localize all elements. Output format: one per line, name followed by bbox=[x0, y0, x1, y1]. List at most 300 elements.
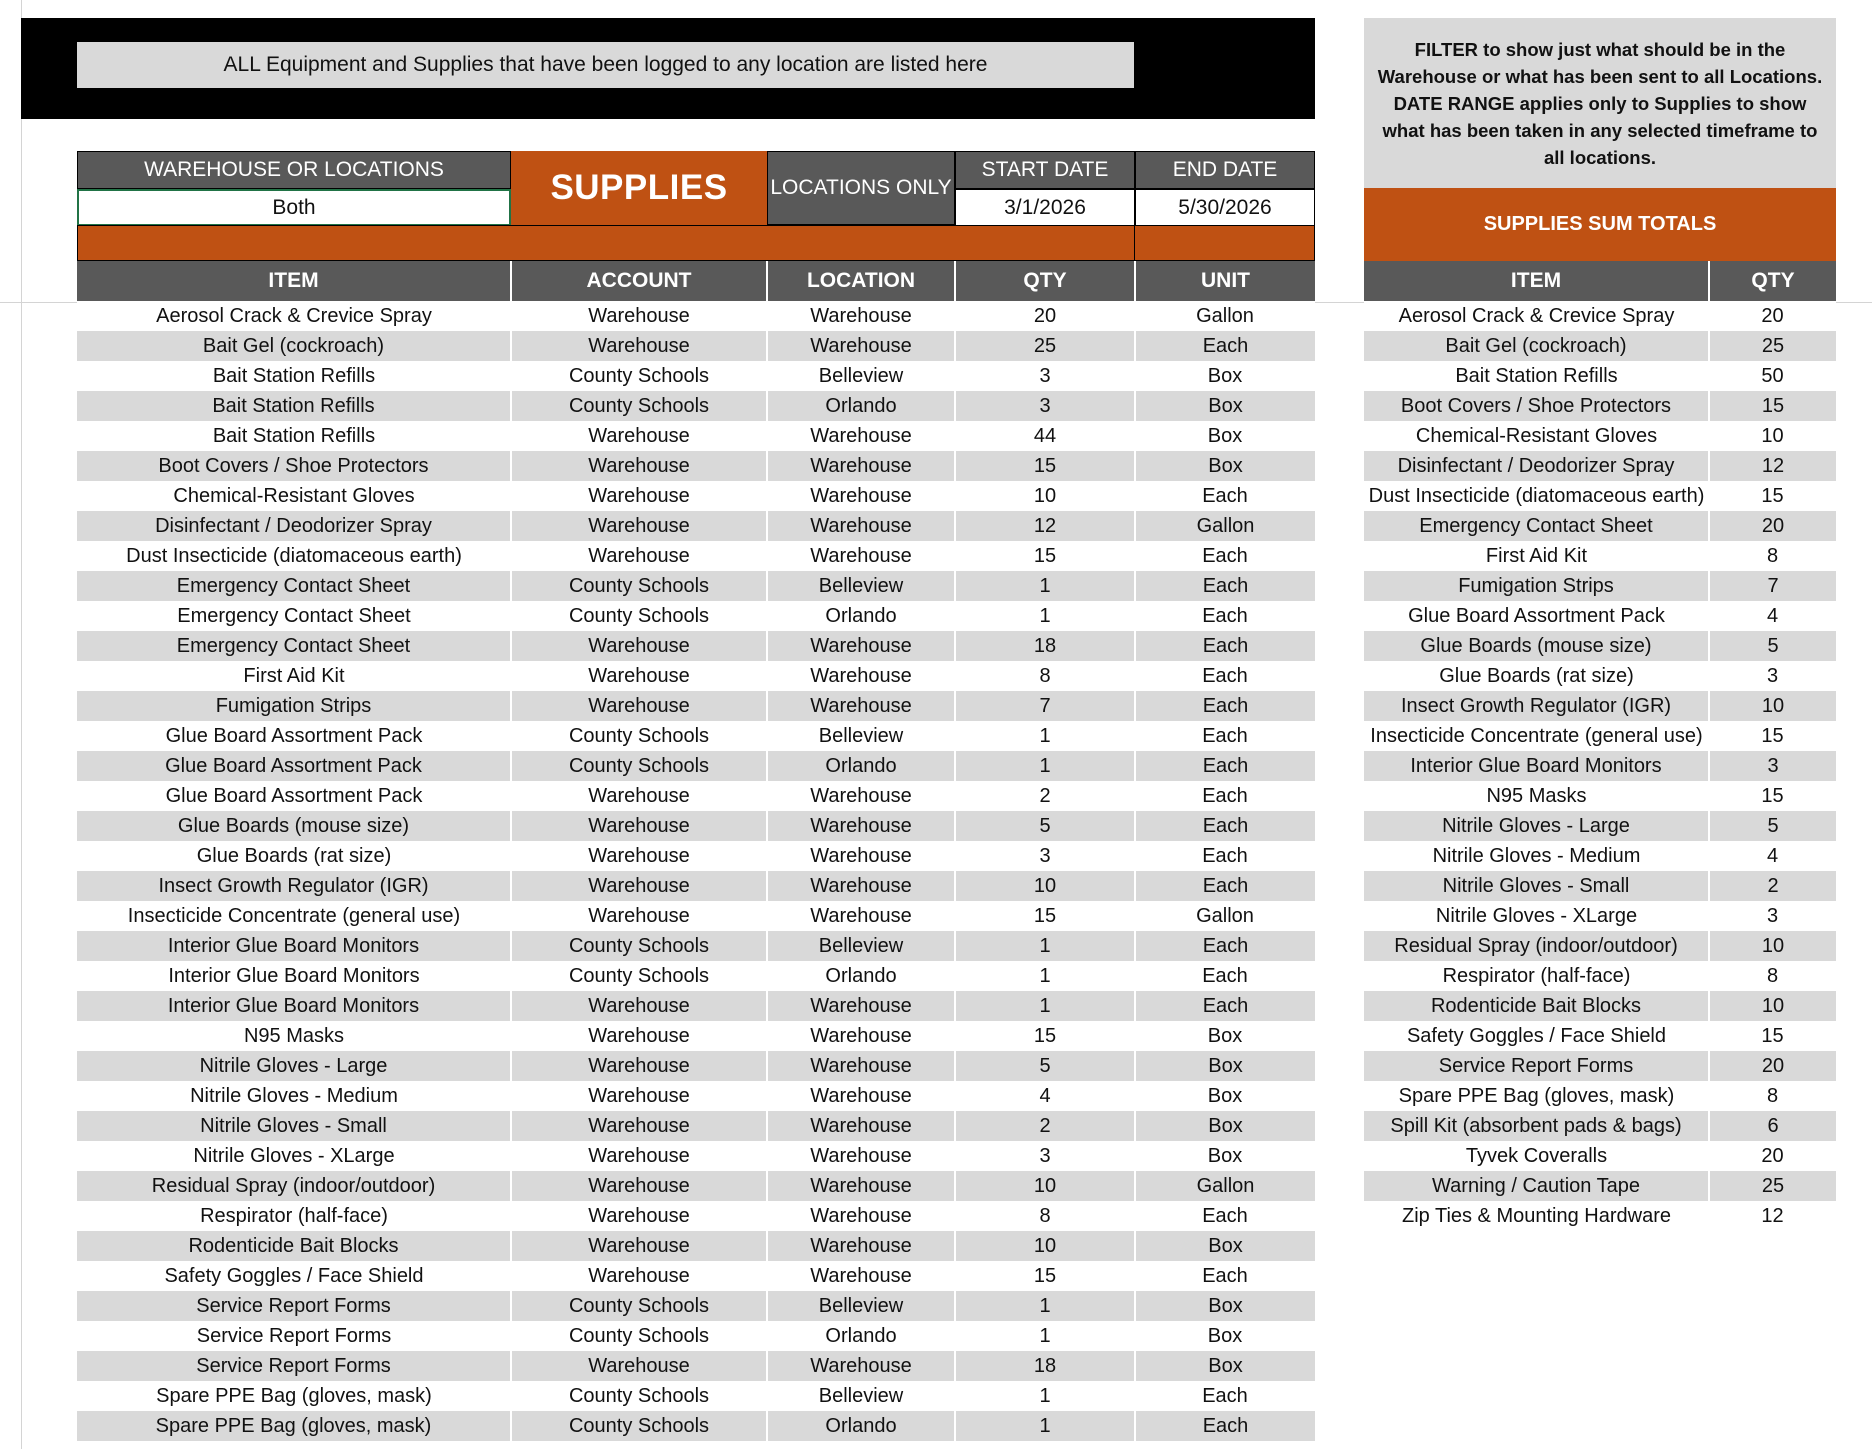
table-cell-item[interactable]: Nitrile Gloves - XLarge bbox=[77, 1141, 511, 1171]
table-row bbox=[77, 1201, 1315, 1231]
table-cell-qty[interactable]: 18 bbox=[955, 631, 1135, 661]
summary-cell-item[interactable]: Interior Glue Board Monitors bbox=[1364, 751, 1709, 781]
summary-cell-qty[interactable]: 8 bbox=[1709, 541, 1836, 571]
table-cell-location[interactable]: Warehouse bbox=[767, 1261, 955, 1291]
summary-cell-qty[interactable]: 15 bbox=[1709, 481, 1836, 511]
summary-row bbox=[1364, 481, 1836, 511]
table-cell-account[interactable]: County Schools bbox=[511, 1411, 767, 1441]
summary-cell-qty[interactable]: 3 bbox=[1709, 661, 1836, 691]
table-cell-location[interactable]: Warehouse bbox=[767, 691, 955, 721]
table-cell-item[interactable]: Glue Board Assortment Pack bbox=[77, 721, 511, 751]
table-cell-location[interactable]: Warehouse bbox=[767, 811, 955, 841]
table-cell-location[interactable]: Warehouse bbox=[767, 421, 955, 451]
table-cell-qty[interactable]: 15 bbox=[955, 1021, 1135, 1051]
table-cell-account[interactable]: Warehouse bbox=[511, 1051, 767, 1081]
table-cell-qty[interactable]: 2 bbox=[955, 1111, 1135, 1141]
summary-cell-item[interactable]: Tyvek Coveralls bbox=[1364, 1141, 1709, 1171]
table-cell-unit[interactable]: Each bbox=[1135, 1201, 1315, 1231]
summary-cell-item[interactable]: Residual Spray (indoor/outdoor) bbox=[1364, 931, 1709, 961]
table-cell-account[interactable]: Warehouse bbox=[511, 991, 767, 1021]
table-cell-account[interactable]: County Schools bbox=[511, 361, 767, 391]
table-cell-account[interactable]: County Schools bbox=[511, 391, 767, 421]
table-cell-account[interactable]: Warehouse bbox=[511, 691, 767, 721]
table-cell-qty[interactable]: 8 bbox=[955, 1201, 1135, 1231]
summary-header-qty: QTY bbox=[1709, 261, 1836, 301]
table-cell-qty[interactable]: 10 bbox=[955, 1231, 1135, 1261]
table-cell-account[interactable]: County Schools bbox=[511, 961, 767, 991]
table-cell-item[interactable]: Emergency Contact Sheet bbox=[77, 601, 511, 631]
table-cell-location[interactable]: Warehouse bbox=[767, 1141, 955, 1171]
table-cell-account[interactable]: County Schools bbox=[511, 1321, 767, 1351]
table-cell-qty[interactable]: 3 bbox=[955, 391, 1135, 421]
table-cell-location[interactable]: Warehouse bbox=[767, 661, 955, 691]
summary-cell-qty[interactable]: 5 bbox=[1709, 631, 1836, 661]
table-cell-location[interactable]: Warehouse bbox=[767, 1201, 955, 1231]
table-cell-qty[interactable]: 4 bbox=[955, 1081, 1135, 1111]
summary-cell-item[interactable]: Bait Station Refills bbox=[1364, 361, 1709, 391]
summary-row bbox=[1364, 781, 1836, 811]
table-cell-account[interactable]: Warehouse bbox=[511, 1351, 767, 1381]
summary-cell-qty[interactable]: 20 bbox=[1709, 301, 1836, 331]
summary-row bbox=[1364, 871, 1836, 901]
table-row bbox=[77, 841, 1315, 871]
table-cell-item[interactable]: Glue Boards (mouse size) bbox=[77, 811, 511, 841]
table-cell-item[interactable]: Glue Board Assortment Pack bbox=[77, 781, 511, 811]
table-cell-account[interactable]: Warehouse bbox=[511, 451, 767, 481]
table-cell-account[interactable]: Warehouse bbox=[511, 1081, 767, 1111]
table-row bbox=[77, 1171, 1315, 1201]
summary-cell-item[interactable]: Dust Insecticide (diatomaceous earth) bbox=[1364, 481, 1709, 511]
table-row bbox=[77, 331, 1315, 361]
table-cell-item[interactable]: Insecticide Concentrate (general use) bbox=[77, 901, 511, 931]
summary-row bbox=[1364, 751, 1836, 781]
summary-cell-item[interactable]: Service Report Forms bbox=[1364, 1051, 1709, 1081]
table-cell-account[interactable]: County Schools bbox=[511, 751, 767, 781]
table-cell-account[interactable]: Warehouse bbox=[511, 481, 767, 511]
summary-cell-item[interactable]: Chemical-Resistant Gloves bbox=[1364, 421, 1709, 451]
table-cell-location[interactable]: Warehouse bbox=[767, 541, 955, 571]
table-cell-item[interactable]: Safety Goggles / Face Shield bbox=[77, 1261, 511, 1291]
table-cell-unit[interactable]: Box bbox=[1135, 1051, 1315, 1081]
table-cell-unit[interactable]: Each bbox=[1135, 1261, 1315, 1291]
table-cell-location[interactable]: Orlando bbox=[767, 1411, 955, 1441]
table-cell-item[interactable]: Insect Growth Regulator (IGR) bbox=[77, 871, 511, 901]
summary-cell-item[interactable]: Glue Boards (rat size) bbox=[1364, 661, 1709, 691]
summary-cell-item[interactable]: Zip Ties & Mounting Hardware bbox=[1364, 1201, 1709, 1231]
summary-cell-qty[interactable]: 25 bbox=[1709, 331, 1836, 361]
summary-cell-qty[interactable]: 15 bbox=[1709, 1021, 1836, 1051]
table-cell-account[interactable]: Warehouse bbox=[511, 811, 767, 841]
filter-instructions-note: FILTER to show just what should be in the Warehouse or what has been sent to all Locations. DATE RANGE applies only to Supplies to show what has been taken in any selected timeframe to all locations. bbox=[1364, 18, 1836, 188]
summary-cell-qty[interactable]: 5 bbox=[1709, 811, 1836, 841]
summary-row bbox=[1364, 421, 1836, 451]
table-cell-unit[interactable]: Box bbox=[1135, 1081, 1315, 1111]
summary-row bbox=[1364, 1111, 1836, 1141]
table-body bbox=[77, 301, 1315, 1441]
table-row bbox=[77, 631, 1315, 661]
table-cell-location[interactable]: Warehouse bbox=[767, 1051, 955, 1081]
table-cell-unit[interactable]: Each bbox=[1135, 541, 1315, 571]
table-cell-item[interactable]: N95 Masks bbox=[77, 1021, 511, 1051]
table-row bbox=[77, 901, 1315, 931]
table-row bbox=[77, 451, 1315, 481]
table-cell-item[interactable]: Bait Station Refills bbox=[77, 421, 511, 451]
table-cell-unit[interactable]: Box bbox=[1135, 421, 1315, 451]
table-cell-item[interactable]: Chemical-Resistant Gloves bbox=[77, 481, 511, 511]
table-cell-qty[interactable]: 15 bbox=[955, 451, 1135, 481]
table-cell-item[interactable]: Rodenticide Bait Blocks bbox=[77, 1231, 511, 1261]
table-cell-unit[interactable]: Each bbox=[1135, 871, 1315, 901]
summary-row bbox=[1364, 901, 1836, 931]
table-cell-item[interactable]: Interior Glue Board Monitors bbox=[77, 931, 511, 961]
table-cell-qty[interactable]: 3 bbox=[955, 361, 1135, 391]
table-cell-qty[interactable]: 10 bbox=[955, 871, 1135, 901]
table-cell-unit[interactable]: Box bbox=[1135, 1321, 1315, 1351]
summary-row bbox=[1364, 841, 1836, 871]
table-row bbox=[77, 1321, 1315, 1351]
summary-row bbox=[1364, 1081, 1836, 1111]
summary-cell-item[interactable]: Glue Board Assortment Pack bbox=[1364, 601, 1709, 631]
table-cell-qty[interactable]: 1 bbox=[955, 1381, 1135, 1411]
table-cell-qty[interactable]: 7 bbox=[955, 691, 1135, 721]
table-cell-qty[interactable]: 5 bbox=[955, 1051, 1135, 1081]
table-cell-item[interactable]: Boot Covers / Shoe Protectors bbox=[77, 451, 511, 481]
summary-cell-item[interactable]: N95 Masks bbox=[1364, 781, 1709, 811]
table-cell-unit[interactable]: Gallon bbox=[1135, 901, 1315, 931]
summary-cell-qty[interactable]: 10 bbox=[1709, 691, 1836, 721]
table-row bbox=[77, 1051, 1315, 1081]
table-cell-item[interactable]: First Aid Kit bbox=[77, 661, 511, 691]
table-cell-qty[interactable]: 3 bbox=[955, 1141, 1135, 1171]
table-cell-item[interactable]: Nitrile Gloves - Small bbox=[77, 1111, 511, 1141]
table-cell-location[interactable]: Orlando bbox=[767, 751, 955, 781]
table-cell-unit[interactable]: Each bbox=[1135, 661, 1315, 691]
table-cell-item[interactable]: Bait Gel (cockroach) bbox=[77, 331, 511, 361]
table-cell-location[interactable]: Warehouse bbox=[767, 841, 955, 871]
summary-row bbox=[1364, 691, 1836, 721]
table-cell-qty[interactable]: 15 bbox=[955, 901, 1135, 931]
table-cell-item[interactable]: Disinfectant / Deodorizer Spray bbox=[77, 511, 511, 541]
summary-cell-qty[interactable]: 15 bbox=[1709, 781, 1836, 811]
table-cell-unit[interactable]: Box bbox=[1135, 1111, 1315, 1141]
table-cell-location[interactable]: Warehouse bbox=[767, 1351, 955, 1381]
table-cell-unit[interactable]: Each bbox=[1135, 1411, 1315, 1441]
table-cell-account[interactable]: County Schools bbox=[511, 1291, 767, 1321]
table-cell-location[interactable]: Warehouse bbox=[767, 1111, 955, 1141]
table-cell-unit[interactable]: Box bbox=[1135, 1351, 1315, 1381]
table-cell-location[interactable]: Warehouse bbox=[767, 1231, 955, 1261]
table-cell-account[interactable]: County Schools bbox=[511, 1381, 767, 1411]
table-row bbox=[77, 661, 1315, 691]
table-cell-qty[interactable]: 15 bbox=[955, 541, 1135, 571]
table-cell-qty[interactable]: 18 bbox=[955, 1351, 1135, 1381]
table-cell-qty[interactable]: 10 bbox=[955, 1171, 1135, 1201]
summary-cell-qty[interactable]: 7 bbox=[1709, 571, 1836, 601]
summary-cell-item[interactable]: Fumigation Strips bbox=[1364, 571, 1709, 601]
table-row bbox=[77, 571, 1315, 601]
table-row bbox=[77, 391, 1315, 421]
summary-cell-qty[interactable]: 10 bbox=[1709, 931, 1836, 961]
table-cell-item[interactable]: Interior Glue Board Monitors bbox=[77, 991, 511, 1021]
table-cell-account[interactable]: Warehouse bbox=[511, 1231, 767, 1261]
summary-header-row bbox=[1364, 261, 1836, 301]
table-cell-account[interactable]: Warehouse bbox=[511, 1021, 767, 1051]
table-cell-location[interactable]: Warehouse bbox=[767, 631, 955, 661]
table-cell-location[interactable]: Belleview bbox=[767, 721, 955, 751]
summary-cell-item[interactable]: Spill Kit (absorbent pads & bags) bbox=[1364, 1111, 1709, 1141]
summary-cell-item[interactable]: Disinfectant / Deodorizer Spray bbox=[1364, 451, 1709, 481]
summary-cell-item[interactable]: Emergency Contact Sheet bbox=[1364, 511, 1709, 541]
table-cell-unit[interactable]: Each bbox=[1135, 751, 1315, 781]
table-cell-location[interactable]: Belleview bbox=[767, 1291, 955, 1321]
table-cell-unit[interactable]: Each bbox=[1135, 331, 1315, 361]
table-cell-qty[interactable]: 44 bbox=[955, 421, 1135, 451]
warehouse-or-locations-select[interactable]: Both bbox=[77, 189, 511, 226]
summary-cell-qty[interactable]: 3 bbox=[1709, 901, 1836, 931]
table-cell-account[interactable]: Warehouse bbox=[511, 1111, 767, 1141]
table-cell-item[interactable]: Nitrile Gloves - Large bbox=[77, 1051, 511, 1081]
table-row bbox=[77, 1411, 1315, 1441]
table-cell-qty[interactable]: 1 bbox=[955, 601, 1135, 631]
table-cell-unit[interactable]: Box bbox=[1135, 1021, 1315, 1051]
table-cell-account[interactable]: Warehouse bbox=[511, 1171, 767, 1201]
table-cell-qty[interactable]: 1 bbox=[955, 961, 1135, 991]
table-cell-qty[interactable]: 1 bbox=[955, 571, 1135, 601]
table-cell-item[interactable]: Respirator (half-face) bbox=[77, 1201, 511, 1231]
table-cell-item[interactable]: Aerosol Crack & Crevice Spray bbox=[77, 301, 511, 331]
table-cell-location[interactable]: Belleview bbox=[767, 571, 955, 601]
end-date-input[interactable]: 5/30/2026 bbox=[1135, 189, 1315, 226]
table-cell-qty[interactable]: 5 bbox=[955, 811, 1135, 841]
summary-cell-item[interactable]: Nitrile Gloves - Small bbox=[1364, 871, 1709, 901]
table-cell-qty[interactable]: 20 bbox=[955, 301, 1135, 331]
table-cell-account[interactable]: Warehouse bbox=[511, 301, 767, 331]
table-cell-account[interactable]: County Schools bbox=[511, 931, 767, 961]
table-cell-location[interactable]: Orlando bbox=[767, 961, 955, 991]
table-cell-location[interactable]: Warehouse bbox=[767, 991, 955, 1021]
table-cell-location[interactable]: Belleview bbox=[767, 361, 955, 391]
table-cell-item[interactable]: Glue Board Assortment Pack bbox=[77, 751, 511, 781]
summary-cell-item[interactable]: Insecticide Concentrate (general use) bbox=[1364, 721, 1709, 751]
table-cell-qty[interactable]: 15 bbox=[955, 1261, 1135, 1291]
table-row bbox=[77, 721, 1315, 751]
table-cell-item[interactable]: Residual Spray (indoor/outdoor) bbox=[77, 1171, 511, 1201]
table-cell-unit[interactable]: Gallon bbox=[1135, 511, 1315, 541]
table-row bbox=[77, 481, 1315, 511]
table-cell-qty[interactable]: 1 bbox=[955, 931, 1135, 961]
table-cell-unit[interactable]: Each bbox=[1135, 691, 1315, 721]
table-cell-item[interactable]: Service Report Forms bbox=[77, 1291, 511, 1321]
table-header-row bbox=[77, 261, 1315, 301]
table-cell-unit[interactable]: Each bbox=[1135, 481, 1315, 511]
table-cell-account[interactable]: Warehouse bbox=[511, 781, 767, 811]
table-cell-location[interactable]: Belleview bbox=[767, 931, 955, 961]
summary-cell-item[interactable]: Nitrile Gloves - Medium bbox=[1364, 841, 1709, 871]
table-cell-location[interactable]: Warehouse bbox=[767, 1171, 955, 1201]
start-date-input[interactable]: 3/1/2026 bbox=[955, 189, 1135, 226]
table-cell-item[interactable]: Nitrile Gloves - Medium bbox=[77, 1081, 511, 1111]
table-cell-account[interactable]: Warehouse bbox=[511, 1141, 767, 1171]
table-cell-account[interactable]: Warehouse bbox=[511, 1201, 767, 1231]
table-cell-location[interactable]: Orlando bbox=[767, 391, 955, 421]
summary-cell-qty[interactable]: 10 bbox=[1709, 421, 1836, 451]
table-cell-account[interactable]: Warehouse bbox=[511, 421, 767, 451]
table-cell-unit[interactable]: Each bbox=[1135, 721, 1315, 751]
summary-cell-qty[interactable]: 50 bbox=[1709, 361, 1836, 391]
table-cell-item[interactable]: Emergency Contact Sheet bbox=[77, 571, 511, 601]
table-cell-item[interactable]: Service Report Forms bbox=[77, 1321, 511, 1351]
summary-cell-qty[interactable]: 4 bbox=[1709, 601, 1836, 631]
summary-cell-qty[interactable]: 20 bbox=[1709, 1051, 1836, 1081]
table-cell-location[interactable]: Warehouse bbox=[767, 871, 955, 901]
table-cell-account[interactable]: Warehouse bbox=[511, 901, 767, 931]
summary-cell-item[interactable]: Glue Boards (mouse size) bbox=[1364, 631, 1709, 661]
summary-cell-qty[interactable]: 20 bbox=[1709, 1141, 1836, 1171]
summary-cell-item[interactable]: Nitrile Gloves - Large bbox=[1364, 811, 1709, 841]
table-cell-unit[interactable]: Box bbox=[1135, 391, 1315, 421]
table-cell-qty[interactable]: 1 bbox=[955, 721, 1135, 751]
table-cell-location[interactable]: Belleview bbox=[767, 1381, 955, 1411]
table-cell-location[interactable]: Warehouse bbox=[767, 1081, 955, 1111]
table-cell-unit[interactable]: Each bbox=[1135, 961, 1315, 991]
table-cell-account[interactable]: Warehouse bbox=[511, 871, 767, 901]
table-cell-qty[interactable]: 10 bbox=[955, 481, 1135, 511]
table-cell-location[interactable]: Warehouse bbox=[767, 781, 955, 811]
table-cell-unit[interactable]: Each bbox=[1135, 601, 1315, 631]
table-cell-location[interactable]: Warehouse bbox=[767, 451, 955, 481]
table-cell-unit[interactable]: Box bbox=[1135, 361, 1315, 391]
table-cell-item[interactable]: Bait Station Refills bbox=[77, 391, 511, 421]
table-cell-item[interactable]: Spare PPE Bag (gloves, mask) bbox=[77, 1411, 511, 1441]
summary-cell-qty[interactable]: 8 bbox=[1709, 961, 1836, 991]
table-cell-location[interactable]: Orlando bbox=[767, 1321, 955, 1351]
table-cell-qty[interactable]: 2 bbox=[955, 781, 1135, 811]
summary-cell-item[interactable]: Insect Growth Regulator (IGR) bbox=[1364, 691, 1709, 721]
table-cell-unit[interactable]: Each bbox=[1135, 781, 1315, 811]
summary-cell-item[interactable]: Respirator (half-face) bbox=[1364, 961, 1709, 991]
summary-cell-qty[interactable]: 15 bbox=[1709, 721, 1836, 751]
table-cell-unit[interactable]: Each bbox=[1135, 571, 1315, 601]
summary-cell-qty[interactable]: 20 bbox=[1709, 511, 1836, 541]
table-cell-qty[interactable]: 1 bbox=[955, 991, 1135, 1021]
table-cell-account[interactable]: Warehouse bbox=[511, 511, 767, 541]
summary-cell-qty[interactable]: 12 bbox=[1709, 451, 1836, 481]
table-cell-item[interactable]: Fumigation Strips bbox=[77, 691, 511, 721]
table-cell-unit[interactable]: Box bbox=[1135, 1141, 1315, 1171]
summary-cell-qty[interactable]: 15 bbox=[1709, 391, 1836, 421]
table-cell-account[interactable]: Warehouse bbox=[511, 331, 767, 361]
summary-cell-item[interactable]: Spare PPE Bag (gloves, mask) bbox=[1364, 1081, 1709, 1111]
locations-only-label: LOCATIONS ONLY bbox=[767, 151, 955, 225]
summary-cell-item[interactable]: Boot Covers / Shoe Protectors bbox=[1364, 391, 1709, 421]
summary-cell-qty[interactable]: 25 bbox=[1709, 1171, 1836, 1201]
table-cell-qty[interactable]: 12 bbox=[955, 511, 1135, 541]
table-row bbox=[77, 1231, 1315, 1261]
table-cell-account[interactable]: County Schools bbox=[511, 571, 767, 601]
summary-cell-item[interactable]: Bait Gel (cockroach) bbox=[1364, 331, 1709, 361]
summary-cell-item[interactable]: Rodenticide Bait Blocks bbox=[1364, 991, 1709, 1021]
summary-row bbox=[1364, 601, 1836, 631]
table-cell-account[interactable]: Warehouse bbox=[511, 661, 767, 691]
table-cell-account[interactable]: County Schools bbox=[511, 721, 767, 751]
table-cell-item[interactable]: Emergency Contact Sheet bbox=[77, 631, 511, 661]
summary-cell-qty[interactable]: 2 bbox=[1709, 871, 1836, 901]
table-cell-location[interactable]: Warehouse bbox=[767, 301, 955, 331]
table-cell-qty[interactable]: 1 bbox=[955, 1411, 1135, 1441]
table-cell-unit[interactable]: Each bbox=[1135, 811, 1315, 841]
table-cell-unit[interactable]: Each bbox=[1135, 931, 1315, 961]
summary-body bbox=[1364, 301, 1836, 1231]
table-cell-item[interactable]: Glue Boards (rat size) bbox=[77, 841, 511, 871]
table-cell-item[interactable]: Interior Glue Board Monitors bbox=[77, 961, 511, 991]
table-cell-location[interactable]: Warehouse bbox=[767, 1021, 955, 1051]
table-cell-qty[interactable]: 1 bbox=[955, 1321, 1135, 1351]
table-row bbox=[77, 871, 1315, 901]
table-row bbox=[77, 1381, 1315, 1411]
summary-cell-qty[interactable]: 10 bbox=[1709, 991, 1836, 1021]
table-row bbox=[77, 781, 1315, 811]
summary-cell-qty[interactable]: 3 bbox=[1709, 751, 1836, 781]
table-cell-account[interactable]: Warehouse bbox=[511, 631, 767, 661]
table-cell-qty[interactable]: 8 bbox=[955, 661, 1135, 691]
table-cell-unit[interactable]: Each bbox=[1135, 1381, 1315, 1411]
table-cell-unit[interactable]: Each bbox=[1135, 631, 1315, 661]
summary-row bbox=[1364, 931, 1836, 961]
table-cell-item[interactable]: Service Report Forms bbox=[77, 1351, 511, 1381]
summary-cell-item[interactable]: Aerosol Crack & Crevice Spray bbox=[1364, 301, 1709, 331]
table-cell-location[interactable]: Orlando bbox=[767, 601, 955, 631]
table-cell-unit[interactable]: Box bbox=[1135, 451, 1315, 481]
table-cell-item[interactable]: Spare PPE Bag (gloves, mask) bbox=[77, 1381, 511, 1411]
table-cell-qty[interactable]: 1 bbox=[955, 1291, 1135, 1321]
table-cell-location[interactable]: Warehouse bbox=[767, 511, 955, 541]
table-cell-account[interactable]: County Schools bbox=[511, 601, 767, 631]
table-cell-item[interactable]: Bait Station Refills bbox=[77, 361, 511, 391]
start-date-label: START DATE bbox=[955, 151, 1135, 189]
table-cell-account[interactable]: Warehouse bbox=[511, 1261, 767, 1291]
table-cell-unit[interactable]: Gallon bbox=[1135, 1171, 1315, 1201]
summary-cell-item[interactable]: Warning / Caution Tape bbox=[1364, 1171, 1709, 1201]
table-row bbox=[77, 1261, 1315, 1291]
table-header-item: ITEM bbox=[77, 261, 511, 301]
summary-cell-item[interactable]: Safety Goggles / Face Shield bbox=[1364, 1021, 1709, 1051]
sheet-gridline-vertical bbox=[21, 0, 22, 1449]
table-cell-location[interactable]: Warehouse bbox=[767, 481, 955, 511]
summary-cell-item[interactable]: First Aid Kit bbox=[1364, 541, 1709, 571]
table-cell-location[interactable]: Warehouse bbox=[767, 331, 955, 361]
table-cell-item[interactable]: Dust Insecticide (diatomaceous earth) bbox=[77, 541, 511, 571]
summary-cell-item[interactable]: Nitrile Gloves - XLarge bbox=[1364, 901, 1709, 931]
table-cell-qty[interactable]: 25 bbox=[955, 331, 1135, 361]
table-cell-account[interactable]: Warehouse bbox=[511, 841, 767, 871]
summary-cell-qty[interactable]: 6 bbox=[1709, 1111, 1836, 1141]
table-cell-unit[interactable]: Each bbox=[1135, 991, 1315, 1021]
summary-cell-qty[interactable]: 4 bbox=[1709, 841, 1836, 871]
table-cell-qty[interactable]: 1 bbox=[955, 751, 1135, 781]
table-cell-unit[interactable]: Box bbox=[1135, 1291, 1315, 1321]
table-row bbox=[77, 511, 1315, 541]
table-cell-location[interactable]: Warehouse bbox=[767, 901, 955, 931]
summary-row bbox=[1364, 811, 1836, 841]
table-row bbox=[77, 601, 1315, 631]
table-cell-account[interactable]: Warehouse bbox=[511, 541, 767, 571]
table-cell-qty[interactable]: 3 bbox=[955, 841, 1135, 871]
table-cell-unit[interactable]: Gallon bbox=[1135, 301, 1315, 331]
table-cell-unit[interactable]: Box bbox=[1135, 1231, 1315, 1261]
summary-cell-qty[interactable]: 8 bbox=[1709, 1081, 1836, 1111]
summary-cell-qty[interactable]: 12 bbox=[1709, 1201, 1836, 1231]
table-cell-unit[interactable]: Each bbox=[1135, 841, 1315, 871]
